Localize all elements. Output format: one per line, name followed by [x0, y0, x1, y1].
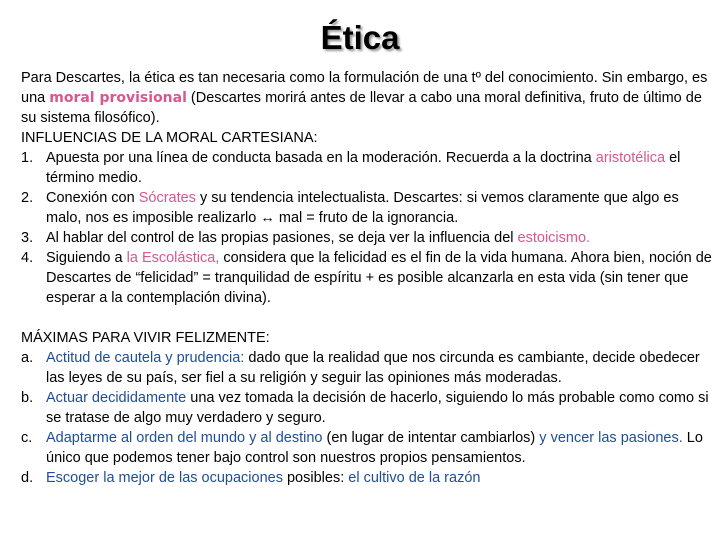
list-marker: b.: [21, 390, 34, 406]
maxim-item: [21, 428, 713, 468]
influence-highlight: estoicismo.: [517, 230, 591, 246]
list-marker: d.: [21, 470, 34, 486]
list-marker: a.: [21, 350, 34, 366]
slide-body: [21, 68, 713, 488]
influence-item: [21, 248, 713, 308]
influence-item: [21, 228, 713, 248]
influence-highlight: Sócrates: [138, 190, 196, 206]
maxim-text: una vez tomada la decisión de hacerlo, siguiendo lo más probable como como si se tratase de algo muy verdadero y seguro.: [46, 390, 709, 426]
maxim-text: (en lugar de intentar cambiarlos): [322, 430, 540, 446]
maxim-highlight: Actuar decididamente: [46, 390, 187, 406]
maxim-text: dado que la realidad que nos circunda es cambiante, decide obedecer las leyes de su país, ser fiel a su religión y seguir las opiniones más moderadas.: [46, 350, 700, 386]
influence-text: el término medio.: [46, 150, 681, 186]
influence-item: [21, 188, 713, 228]
maxim-item: [21, 388, 713, 428]
influence-text: Apuesta por una línea de conducta basada en la moderación. Recuerda a la doctrina: [46, 150, 596, 166]
intro-paragraph: [21, 68, 713, 128]
maxim-text: posibles:: [282, 470, 349, 486]
influence-item: [21, 148, 713, 188]
list-marker: c.: [21, 430, 33, 446]
influence-highlight: aristotélica: [595, 150, 666, 166]
maxim-highlight: Adaptarme al orden del mundo y al destino: [46, 430, 323, 446]
influence-text: Al hablar del control de las propias pasiones, se deja ver la influencia del: [46, 230, 518, 246]
influences-list: [21, 148, 713, 308]
intro-highlight: moral provisional: [49, 90, 187, 106]
intro-text-1: Para Descartes, la ética es tan necesaria como la formulación de una tº del conocimiento. Sin embargo, es una: [21, 70, 708, 106]
maxim-highlight: y vencer las pasiones.: [539, 430, 683, 446]
influences-heading: INFLUENCIAS DE LA MORAL CARTESIANA:: [21, 130, 318, 146]
list-marker: 3.: [21, 230, 34, 246]
slide-title: Ética: [320, 19, 400, 56]
maxim-text: Lo único que podemos tener bajo control son nuestros propios pensamientos.: [46, 430, 703, 466]
maxims-list: [21, 348, 713, 488]
list-marker: 4.: [21, 250, 34, 266]
maxim-item: [21, 348, 713, 388]
list-marker: 1.: [21, 150, 34, 166]
influence-text: considera que la felicidad es el fin de la vida humana. Ahora bien, noción de Descartes de “felicidad” = tranquilidad de espíritu + es posible alcanzarla en esta vida (sin tener que esperar a la contemplación divina).: [46, 250, 712, 306]
maxim-highlight: Actitud de cautela y prudencia:: [46, 350, 245, 366]
influence-text: y su tendencia intelectualista. Descartes: si vemos claramente que algo es malo, nos es imposible realizarlo ↔ mal = fruto de la ignorancia.: [46, 190, 679, 226]
influence-text: Conexión con: [46, 190, 139, 206]
maxim-highlight: el cultivo de la razón: [348, 470, 481, 486]
intro-text-2: (Descartes morirá antes de llevar a cabo una moral definitiva, fruto de último de su sistema filosófico).: [21, 90, 702, 126]
maxim-highlight: Escoger la mejor de las ocupaciones: [46, 470, 283, 486]
list-marker: 2.: [21, 190, 34, 206]
influence-highlight: la Escolástica,: [126, 250, 220, 266]
influence-text: Siguiendo a: [46, 250, 127, 266]
section-gap: [21, 308, 713, 328]
maxim-item: [21, 468, 713, 488]
maxims-heading: MÁXIMAS PARA VIVIR FELIZMENTE:: [21, 330, 270, 346]
